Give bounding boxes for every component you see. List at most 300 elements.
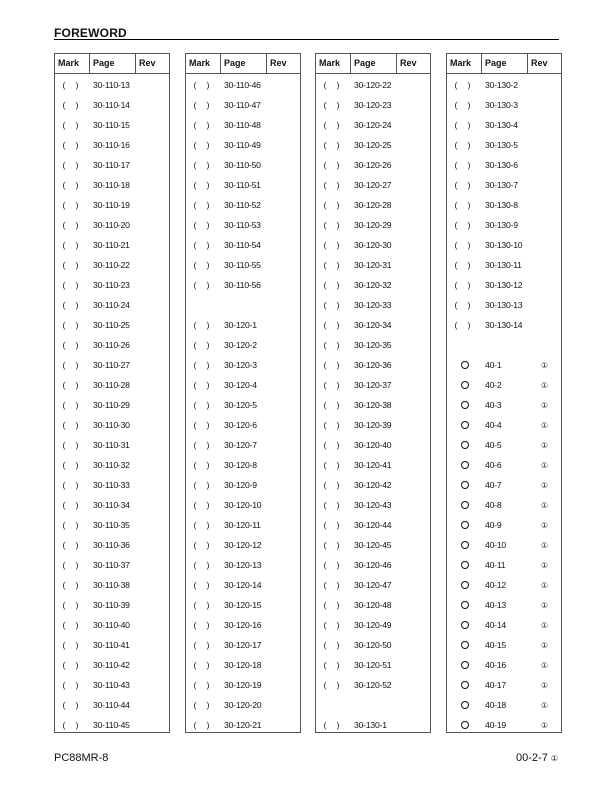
table-row xyxy=(186,295,300,315)
page-cell: 30-110-56 xyxy=(224,280,261,290)
table-row xyxy=(55,455,169,475)
mark-cell xyxy=(316,380,351,390)
mark-parentheses: ( ) xyxy=(454,260,475,270)
table-row xyxy=(186,215,300,235)
table-row xyxy=(55,355,169,375)
mark-parentheses: ( ) xyxy=(193,140,214,150)
mark-cell xyxy=(186,280,221,290)
open-circle-icon xyxy=(461,501,469,509)
page-cell: 30-130-11 xyxy=(485,260,522,270)
mark-parentheses: ( ) xyxy=(62,580,83,590)
mark-cell xyxy=(55,440,90,450)
mark-parentheses: ( ) xyxy=(62,720,83,730)
table-row xyxy=(316,375,430,395)
rev-cell: ① xyxy=(540,460,549,470)
mark-parentheses: ( ) xyxy=(193,280,214,290)
mark-parentheses: ( ) xyxy=(62,160,83,170)
mark-cell xyxy=(186,140,221,150)
mark-parentheses: ( ) xyxy=(323,500,344,510)
mark-cell xyxy=(186,360,221,370)
page-cell: 30-120-12 xyxy=(224,540,262,550)
table-row xyxy=(186,335,300,355)
mark-parentheses: ( ) xyxy=(62,420,83,430)
mark-parentheses: ( ) xyxy=(62,320,83,330)
mark-cell xyxy=(316,140,351,150)
mark-cell xyxy=(55,300,90,310)
table-row xyxy=(316,255,430,275)
table-row xyxy=(316,355,430,375)
table-row xyxy=(186,515,300,535)
mark-parentheses: ( ) xyxy=(323,600,344,610)
mark-cell xyxy=(447,140,482,150)
page-cell: 30-120-20 xyxy=(224,700,262,710)
mark-parentheses: ( ) xyxy=(193,720,214,730)
page-cell: 30-120-32 xyxy=(354,280,392,290)
mark-parentheses: ( ) xyxy=(193,480,214,490)
mark-cell xyxy=(316,220,351,230)
page-cell: 30-120-40 xyxy=(354,440,392,450)
page-cell: 40-16 xyxy=(485,660,506,670)
table-row xyxy=(55,215,169,235)
mark-cell xyxy=(447,660,482,670)
page-cell: 30-110-53 xyxy=(224,220,261,230)
mark-cell xyxy=(316,320,351,330)
page-cell: 30-120-7 xyxy=(224,440,257,450)
table-row xyxy=(186,455,300,475)
table-row xyxy=(316,155,430,175)
page-cell: 30-120-50 xyxy=(354,640,392,650)
mark-cell xyxy=(55,340,90,350)
mark-parentheses: ( ) xyxy=(62,340,83,350)
open-circle-icon xyxy=(461,461,469,469)
mark-cell xyxy=(186,260,221,270)
table-row xyxy=(447,635,561,655)
table-row xyxy=(447,495,561,515)
page-cell: 30-120-35 xyxy=(354,340,392,350)
table-row xyxy=(316,455,430,475)
table-row xyxy=(186,415,300,435)
mark-cell xyxy=(316,660,351,670)
page-cell: 30-110-25 xyxy=(93,320,130,330)
page-cell: 30-110-42 xyxy=(93,660,130,670)
mark-cell xyxy=(55,320,90,330)
mark-cell xyxy=(186,160,221,170)
mark-parentheses: ( ) xyxy=(62,600,83,610)
table-row xyxy=(55,75,169,95)
mark-parentheses: ( ) xyxy=(323,380,344,390)
open-circle-icon xyxy=(461,601,469,609)
page-cell: 40-18 xyxy=(485,700,506,710)
mark-cell xyxy=(447,520,482,530)
mark-cell xyxy=(55,720,90,730)
table-row xyxy=(186,635,300,655)
open-circle-icon xyxy=(461,381,469,389)
mark-parentheses: ( ) xyxy=(323,520,344,530)
rev-cell: ① xyxy=(540,540,549,550)
table-header xyxy=(447,54,561,74)
mark-cell xyxy=(186,600,221,610)
rev-cell: ① xyxy=(540,520,549,530)
rev-cell: ① xyxy=(540,680,549,690)
table-row xyxy=(186,255,300,275)
header-rev: Rev xyxy=(270,58,287,68)
rev-cell: ① xyxy=(540,420,549,430)
table-row xyxy=(186,155,300,175)
mark-parentheses: ( ) xyxy=(193,640,214,650)
rev-cell: ① xyxy=(540,640,549,650)
page-cell: 30-120-29 xyxy=(354,220,392,230)
table-row xyxy=(55,435,169,455)
mark-cell xyxy=(186,180,221,190)
mark-cell xyxy=(55,660,90,670)
page-cell: 30-120-23 xyxy=(354,100,392,110)
table-header xyxy=(55,54,169,74)
open-circle-icon xyxy=(461,401,469,409)
table-row xyxy=(55,295,169,315)
table-row xyxy=(55,535,169,555)
mark-parentheses: ( ) xyxy=(323,300,344,310)
mark-cell xyxy=(316,620,351,630)
mark-parentheses: ( ) xyxy=(323,480,344,490)
table-row xyxy=(316,715,430,735)
page-cell: 30-110-26 xyxy=(93,340,130,350)
table-row xyxy=(55,135,169,155)
table-row xyxy=(316,415,430,435)
table-row xyxy=(447,155,561,175)
mark-cell xyxy=(316,680,351,690)
mark-parentheses: ( ) xyxy=(193,540,214,550)
rev-cell: ① xyxy=(540,560,549,570)
mark-cell xyxy=(186,620,221,630)
table-row xyxy=(316,615,430,635)
footer-page-number xyxy=(516,752,558,764)
mark-parentheses: ( ) xyxy=(323,180,344,190)
mark-cell xyxy=(447,600,482,610)
mark-parentheses: ( ) xyxy=(323,240,344,250)
table-row xyxy=(55,275,169,295)
table-row xyxy=(55,475,169,495)
mark-cell xyxy=(186,120,221,130)
page-cell: 30-120-14 xyxy=(224,580,262,590)
table-row xyxy=(55,375,169,395)
mark-parentheses: ( ) xyxy=(62,280,83,290)
page-list-table-2 xyxy=(185,53,301,733)
rev-cell: ① xyxy=(540,400,549,410)
open-circle-icon xyxy=(461,441,469,449)
page-cell: 40-10 xyxy=(485,540,506,550)
page-cell: 30-110-21 xyxy=(93,240,130,250)
table-row xyxy=(447,695,561,715)
mark-parentheses: ( ) xyxy=(323,160,344,170)
table-row xyxy=(186,375,300,395)
rev-cell: ① xyxy=(540,360,549,370)
mark-cell xyxy=(316,400,351,410)
title-divider xyxy=(54,39,559,40)
page-cell: 30-120-47 xyxy=(354,580,392,590)
mark-parentheses: ( ) xyxy=(323,680,344,690)
page-list-table-1 xyxy=(54,53,170,733)
mark-cell xyxy=(55,480,90,490)
table-row xyxy=(186,175,300,195)
mark-parentheses: ( ) xyxy=(193,220,214,230)
mark-parentheses: ( ) xyxy=(193,500,214,510)
mark-parentheses: ( ) xyxy=(323,120,344,130)
mark-parentheses: ( ) xyxy=(323,460,344,470)
mark-cell xyxy=(447,120,482,130)
mark-cell xyxy=(55,380,90,390)
mark-parentheses: ( ) xyxy=(193,420,214,430)
table-row xyxy=(55,575,169,595)
table-row xyxy=(186,475,300,495)
mark-parentheses: ( ) xyxy=(193,180,214,190)
header-mark: Mark xyxy=(447,54,482,73)
table-row xyxy=(55,615,169,635)
mark-parentheses: ( ) xyxy=(193,660,214,670)
table-row xyxy=(55,635,169,655)
page-cell: 30-110-37 xyxy=(93,560,130,570)
table-row xyxy=(447,255,561,275)
table-row xyxy=(447,315,561,335)
table-row xyxy=(447,275,561,295)
mark-parentheses: ( ) xyxy=(193,200,214,210)
table-row xyxy=(186,555,300,575)
page-cell: 30-110-46 xyxy=(224,80,261,90)
page-cell: 30-120-2 xyxy=(224,340,257,350)
page-cell: 30-110-27 xyxy=(93,360,130,370)
mark-parentheses: ( ) xyxy=(193,100,214,110)
table-row xyxy=(316,95,430,115)
table-row xyxy=(55,515,169,535)
table-row xyxy=(447,575,561,595)
page-cell: 30-110-24 xyxy=(93,300,130,310)
page-cell: 30-110-50 xyxy=(224,160,261,170)
mark-cell xyxy=(447,400,482,410)
page-cell: 30-110-16 xyxy=(93,140,130,150)
mark-parentheses: ( ) xyxy=(193,360,214,370)
mark-cell xyxy=(316,420,351,430)
rev-cell: ① xyxy=(540,440,549,450)
page-cell: 30-130-5 xyxy=(485,140,518,150)
table-row xyxy=(186,595,300,615)
page-cell: 30-110-36 xyxy=(93,540,130,550)
mark-parentheses: ( ) xyxy=(62,620,83,630)
mark-cell xyxy=(55,520,90,530)
table-row xyxy=(186,615,300,635)
page-cell: 30-110-38 xyxy=(93,580,130,590)
page-cell: 30-110-39 xyxy=(93,600,130,610)
mark-parentheses: ( ) xyxy=(323,580,344,590)
mark-parentheses: ( ) xyxy=(323,80,344,90)
mark-cell xyxy=(55,700,90,710)
mark-parentheses: ( ) xyxy=(323,660,344,670)
open-circle-icon xyxy=(461,421,469,429)
page-cell: 30-120-18 xyxy=(224,660,262,670)
mark-cell xyxy=(186,220,221,230)
header-rev: Rev xyxy=(531,58,548,68)
page-cell: 40-6 xyxy=(485,460,502,470)
mark-cell xyxy=(447,540,482,550)
mark-cell xyxy=(316,300,351,310)
table-row xyxy=(316,295,430,315)
table-row xyxy=(55,555,169,575)
mark-cell xyxy=(186,560,221,570)
page-cell: 30-110-14 xyxy=(93,100,130,110)
table-row xyxy=(186,135,300,155)
mark-parentheses: ( ) xyxy=(323,540,344,550)
page-cell: 30-130-14 xyxy=(485,320,523,330)
mark-parentheses: ( ) xyxy=(323,220,344,230)
table-row xyxy=(186,715,300,735)
table-row xyxy=(447,215,561,235)
table-row xyxy=(186,115,300,135)
mark-cell xyxy=(186,320,221,330)
table-row xyxy=(186,395,300,415)
mark-parentheses: ( ) xyxy=(323,640,344,650)
table-row xyxy=(447,195,561,215)
table-row xyxy=(316,635,430,655)
mark-cell xyxy=(55,540,90,550)
table-row xyxy=(186,195,300,215)
table-row xyxy=(55,695,169,715)
page-cell: 30-120-33 xyxy=(354,300,392,310)
header-page: Page xyxy=(221,54,267,73)
mark-cell xyxy=(447,220,482,230)
mark-cell xyxy=(316,460,351,470)
page-cell: 30-120-17 xyxy=(224,640,262,650)
page-cell: 30-120-30 xyxy=(354,240,392,250)
table-row xyxy=(55,395,169,415)
mark-parentheses: ( ) xyxy=(62,380,83,390)
open-circle-icon xyxy=(461,521,469,529)
table-row xyxy=(55,675,169,695)
page-cell: 30-110-20 xyxy=(93,220,130,230)
page-cell: 40-7 xyxy=(485,480,502,490)
table-row xyxy=(447,115,561,135)
page-cell: 30-130-12 xyxy=(485,280,523,290)
page-cell: 30-130-4 xyxy=(485,120,518,130)
table-row xyxy=(316,575,430,595)
table-row xyxy=(316,435,430,455)
page-revision-mark: ① xyxy=(550,754,558,763)
table-row xyxy=(186,675,300,695)
page-cell: 40-8 xyxy=(485,500,502,510)
table-row xyxy=(447,475,561,495)
mark-cell xyxy=(55,280,90,290)
page-cell: 30-110-49 xyxy=(224,140,261,150)
table-row xyxy=(316,175,430,195)
page-cell: 30-120-52 xyxy=(354,680,392,690)
page-cell: 30-110-30 xyxy=(93,420,130,430)
page-cell: 30-120-27 xyxy=(354,180,392,190)
mark-cell xyxy=(316,720,351,730)
mark-cell xyxy=(186,240,221,250)
mark-parentheses: ( ) xyxy=(62,260,83,270)
page-cell: 30-110-48 xyxy=(224,120,261,130)
mark-parentheses: ( ) xyxy=(62,660,83,670)
mark-cell xyxy=(186,700,221,710)
page-cell: 40-5 xyxy=(485,440,502,450)
mark-cell xyxy=(186,440,221,450)
page-cell: 30-120-8 xyxy=(224,460,257,470)
mark-cell xyxy=(447,500,482,510)
page-cell: 30-110-41 xyxy=(93,640,130,650)
mark-parentheses: ( ) xyxy=(62,440,83,450)
page-cell: 30-110-33 xyxy=(93,480,130,490)
mark-parentheses: ( ) xyxy=(193,380,214,390)
page-cell: 30-130-8 xyxy=(485,200,518,210)
mark-cell xyxy=(55,120,90,130)
mark-parentheses: ( ) xyxy=(62,560,83,570)
page-cell: 30-120-1 xyxy=(224,320,257,330)
mark-cell xyxy=(316,640,351,650)
mark-parentheses: ( ) xyxy=(454,140,475,150)
table-row xyxy=(316,75,430,95)
page-cell: 30-110-18 xyxy=(93,180,130,190)
page-cell: 30-130-10 xyxy=(485,240,523,250)
table-row xyxy=(186,575,300,595)
page-title: FOREWORD xyxy=(54,26,127,40)
mark-parentheses: ( ) xyxy=(193,700,214,710)
page-cell: 30-120-45 xyxy=(354,540,392,550)
table-row xyxy=(447,675,561,695)
mark-parentheses: ( ) xyxy=(454,160,475,170)
page-cell: 30-120-6 xyxy=(224,420,257,430)
table-header xyxy=(316,54,430,74)
page-cell: 30-110-28 xyxy=(93,380,130,390)
table-row xyxy=(447,295,561,315)
mark-parentheses: ( ) xyxy=(454,240,475,250)
page-cell: 30-130-7 xyxy=(485,180,518,190)
mark-cell xyxy=(55,260,90,270)
header-page: Page xyxy=(351,54,397,73)
mark-parentheses: ( ) xyxy=(62,180,83,190)
mark-cell xyxy=(447,560,482,570)
page-cell: 40-2 xyxy=(485,380,502,390)
mark-cell xyxy=(55,680,90,690)
page-cell: 30-120-31 xyxy=(354,260,392,270)
mark-cell xyxy=(316,260,351,270)
page-cell: 30-120-49 xyxy=(354,620,392,630)
page-cell: 30-120-38 xyxy=(354,400,392,410)
page-cell: 30-110-15 xyxy=(93,120,130,130)
table-row xyxy=(316,515,430,535)
page-cell: 30-110-40 xyxy=(93,620,130,630)
page-cell: 40-13 xyxy=(485,600,506,610)
mark-cell xyxy=(447,420,482,430)
page-cell: 30-130-9 xyxy=(485,220,518,230)
table-row xyxy=(186,655,300,675)
mark-parentheses: ( ) xyxy=(193,120,214,130)
mark-parentheses: ( ) xyxy=(62,360,83,370)
mark-cell xyxy=(186,540,221,550)
mark-parentheses: ( ) xyxy=(62,140,83,150)
table-row xyxy=(55,495,169,515)
table-row xyxy=(447,175,561,195)
table-row xyxy=(186,75,300,95)
page-cell: 30-120-42 xyxy=(354,480,392,490)
page-cell: 30-120-19 xyxy=(224,680,262,690)
page-cell: 30-120-16 xyxy=(224,620,262,630)
table-row xyxy=(447,615,561,635)
mark-cell xyxy=(186,480,221,490)
header-rev: Rev xyxy=(139,58,156,68)
header-mark: Mark xyxy=(55,54,90,73)
table-row xyxy=(316,395,430,415)
table-row xyxy=(316,655,430,675)
table-row xyxy=(447,515,561,535)
mark-parentheses: ( ) xyxy=(323,620,344,630)
table-row xyxy=(316,115,430,135)
